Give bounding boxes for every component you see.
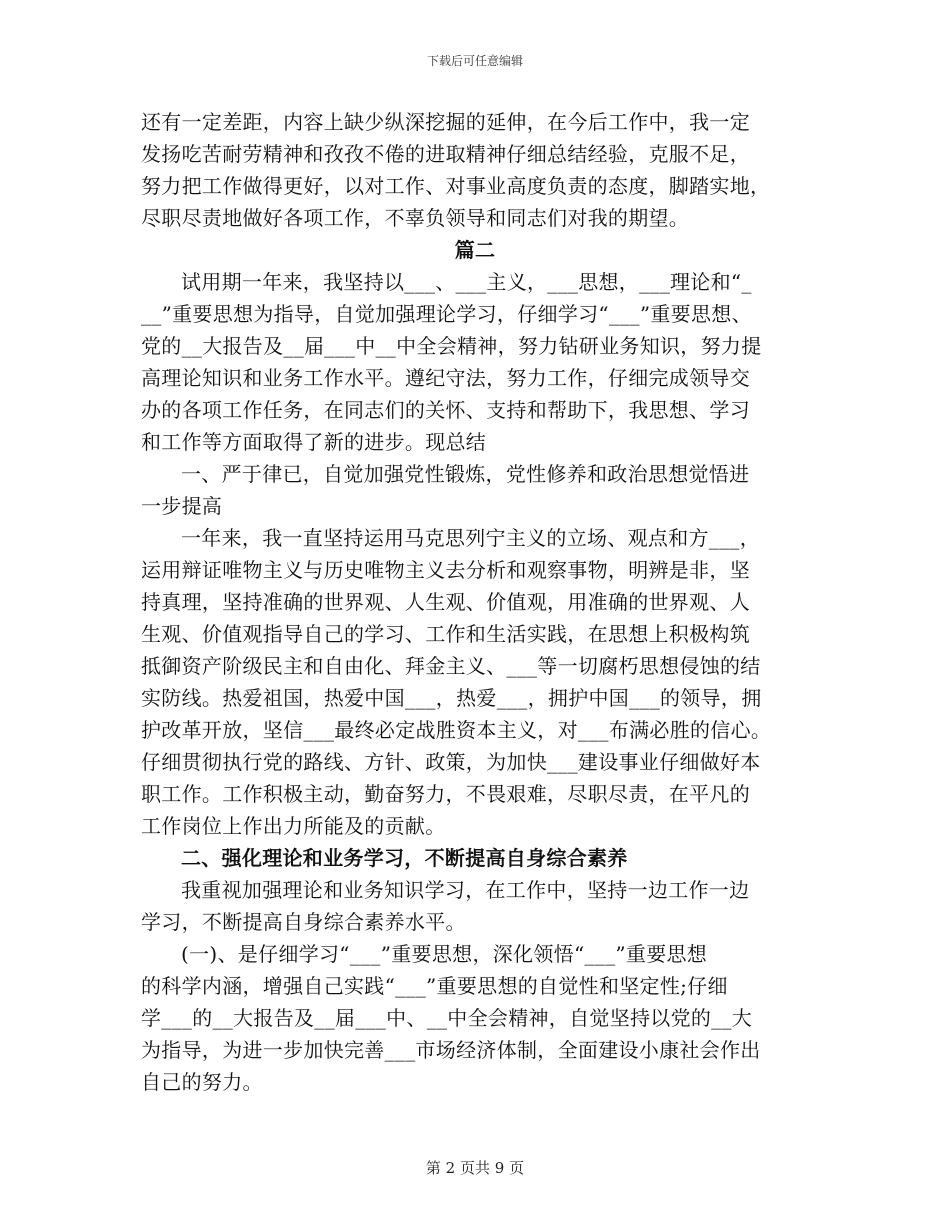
subheading-first-line: 一、严于律已，自觉加强党性锻炼，党性修养和政治思想觉悟进 [181,462,750,486]
text-line: 工作岗位上作出力所能及的贡献。 [141,814,446,838]
text-line: 还有一定差距，内容上缺少纵深挖掘的延伸，在今后工作中，我一定 [141,110,750,134]
text-line: 高理论知识和业务工作水平。遵纪守法，努力工作，仔细完成领导交 [141,366,750,390]
paragraph-first-line: 一年来，我一直坚持运用马克思列宁主义的立场、观点和方___， [181,526,760,550]
text-line: 和工作等方面取得了新的进步。现总结 [141,430,487,454]
text-line: 尽职尽责地做好各项工作，不辜负领导和同志们对我的期望。 [141,206,690,230]
text-line: 护改革开放，坚信___最终必定战胜资本主义，对___布满必胜的信心。 [141,718,772,742]
document-body [141,106,809,1098]
page-number-footer: 第 2 页共 9 页 [425,1159,525,1177]
text-line: 为指导，为进一步加快完善___市场经济体制，全面建设小康社会作出 [141,1038,761,1062]
text-line: 实防线。热爱祖国，热爱中国___，热爱___，拥护中国___的领导，拥 [141,686,762,710]
text-line: 运用辩证唯物主义与历史唯物主义去分析和观察事物，明辨是非，坚 [141,558,750,582]
section-heading: 篇二 [454,238,496,262]
text-line: 学___的__大报告及__届___中、__中全会精神，自觉坚持以党的__大 [141,1006,753,1030]
paragraph-first-line: 我重视加强理论和业务知识学习，在工作中，坚持一边工作一边 [181,878,750,902]
text-line: 党的__大报告及__届___中__中全会精神，努力钻研业务知识，努力提 [141,334,762,358]
text-line: 自己的努力。 [141,1070,263,1094]
text-line: 努力把工作做得更好，以对工作、对事业高度负责的态度，脚踏实地， [141,174,771,198]
paragraph-first-line: 试用期一年来，我坚持以___、___主义，___思想，___理论和“_ [181,270,752,294]
text-line: 办的各项工作任务，在同志们的关怀、支持和帮助下，我思想、学习 [141,398,750,422]
text-line: 抵御资产阶级民主和自由化、拜金主义、___等一切腐朽思想侵蚀的结 [141,654,761,678]
text-line: 一步提高 [141,494,223,518]
text-line: 持真理，坚持准确的世界观、人生观、价值观，用准确的世界观、人 [141,590,750,614]
text-line: 生观、价值观指导自己的学习、工作和生活实践，在思想上积极构筑 [141,622,750,646]
section-subheading: 二、强化理论和业务学习，不断提高自身综合素养 [181,846,628,870]
text-line: 的科学内涵，增强自己实践“___”重要思想的自觉性和坚定性;仔细 [141,974,728,998]
text-line: 学习，不断提高自身综合素养水平。 [141,910,466,934]
text-line: 发扬吃苦耐劳精神和孜孜不倦的进取精神仔细总结经验，克服不足， [141,142,750,166]
page-header: 下载后可任意编辑 [426,54,523,68]
text-line: 职工作。工作积极主动，勤奋努力，不畏艰难，尽职尽责，在平凡的 [141,782,750,806]
text-line: __”重要思想为指导，自觉加强理论学习，仔细学习“___”重要思想、 [141,302,752,326]
text-line: 仔细贯彻执行党的路线、方针、政策，为加快___建设事业仔细做好本 [141,750,761,774]
paragraph-first-line: (一)、是仔细学习“___”重要思想，深化领悟“___”重要思想 [181,942,708,966]
